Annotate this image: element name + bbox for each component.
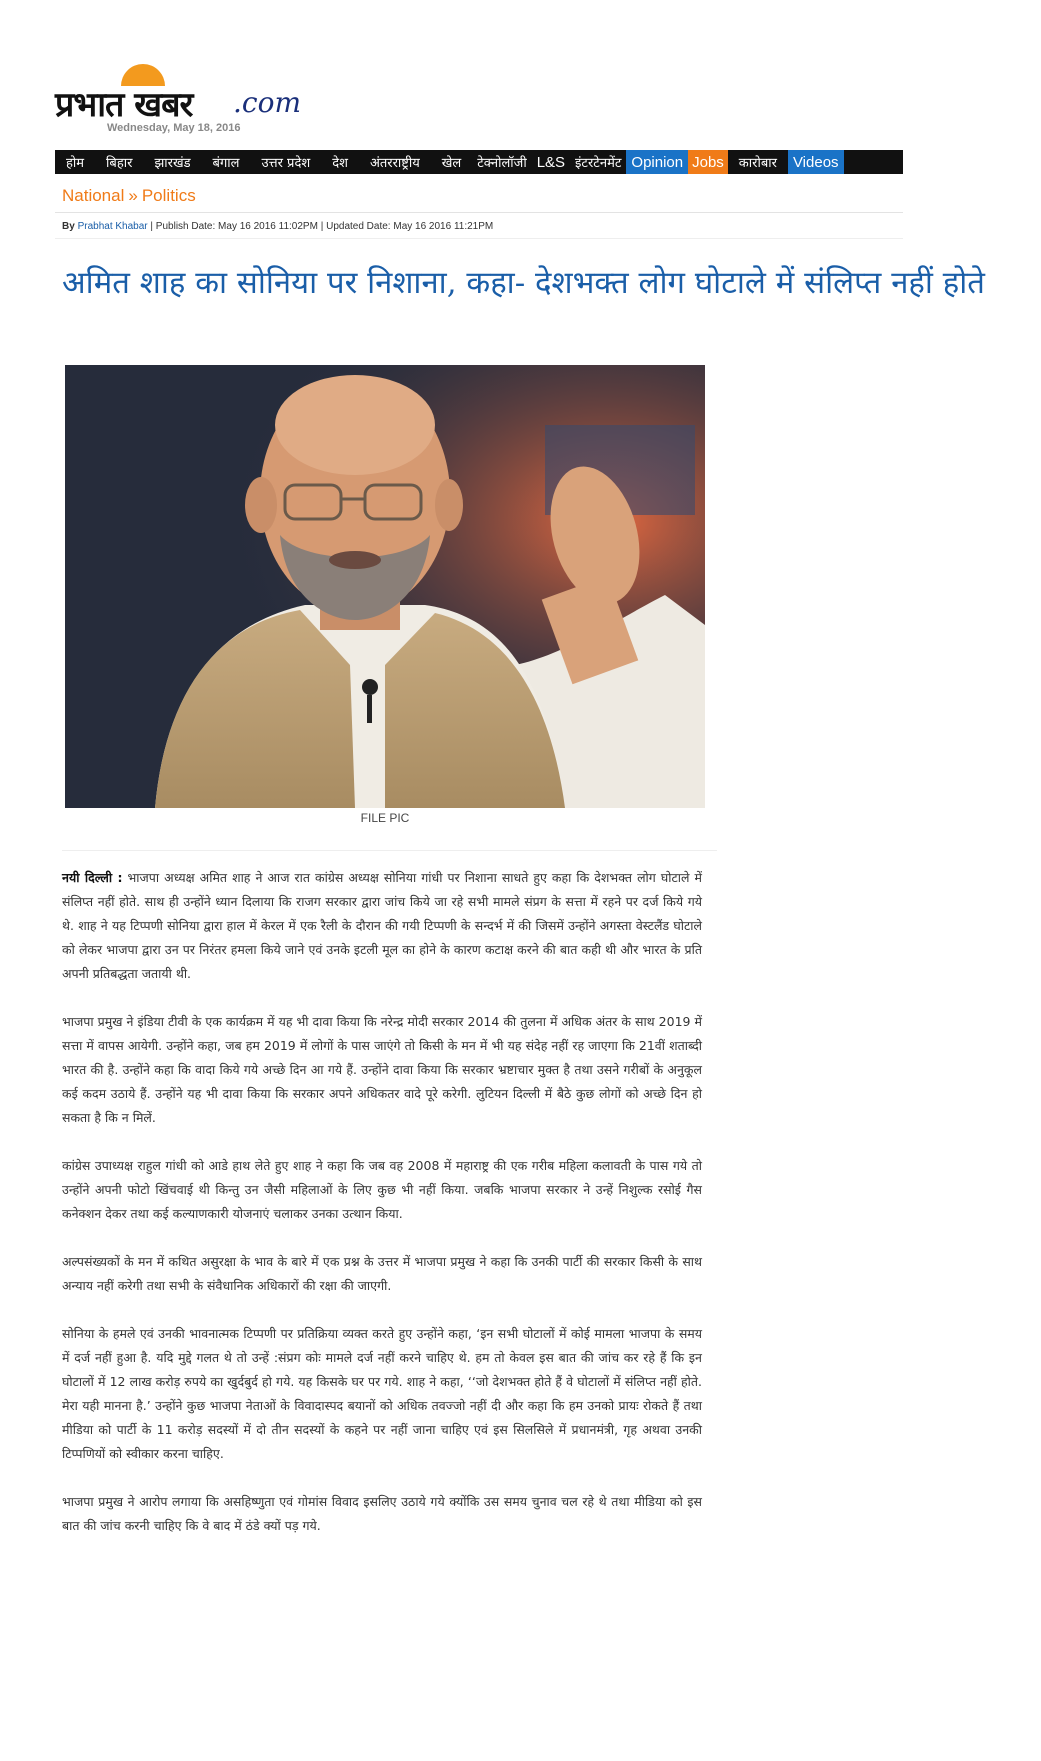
nav-item-uttar-pradesh[interactable]: उत्तर प्रदेश — [261, 156, 311, 171]
article-paragraph: कांग्रेस उपाध्यक्ष राहुल गांधी को आडे हाथ लेते हुए शाह ने कहा कि जब वह 2008 में महाराष्ट्र की एक गरीब महिला कलावती के पास गये तो उन्होंने अपनी फोटो खिंचवाई थी किन्तु उन जैसी महिलाओं के लिए कुछ भी नहीं किया. जबकि भाजपा सरकार ने उन्हें निशुल्क रसोई गैस कनेक्शन देकर तथा कई कल्याणकारी योजनाएं चलाकर उनका उत्थान किया. — [62, 1158, 702, 1221]
article-photo — [65, 365, 705, 808]
nav-item-entertainment[interactable]: इंटरटेनमेंट — [575, 156, 622, 171]
article-headline: अमित शाह का सोनिया पर निशाना, कहा- देशभक्त लोग घोटाले में संलिप्त नहीं होते — [62, 265, 985, 301]
publish-date: | Publish Date: May 16 2016 11:02PM — [150, 221, 318, 232]
nav-item-videos[interactable]: Videos — [788, 150, 844, 174]
nav-item-international[interactable]: अंतरराष्ट्रीय — [369, 156, 420, 171]
breadcrumb-separator: » — [128, 186, 138, 205]
nav-item-jobs[interactable]: Jobs — [688, 150, 728, 174]
logo-suffix: .com — [233, 86, 301, 119]
breadcrumb — [62, 186, 196, 206]
divider — [55, 212, 903, 213]
article-paragraph: अल्पसंख्यकों के मन में कथित असुरक्षा के भाव के बारे में एक प्रश्न के उत्तर में भाजपा प्रमुख ने कहा कि उनकी पार्टी की सरकार किसी के साथ अन्याय नहीं करेगी तथा सभी के संवैधानिक अधिकारों की रक्षा की जाएगी. — [62, 1254, 702, 1293]
byline-author[interactable]: Prabhat Khabar — [77, 221, 148, 232]
article-paragraph: भाजपा प्रमुख ने इंडिया टीवी के एक कार्यक्रम में यह भी दावा किया कि नरेन्द्र मोदी सरकार 2014 की तुलना में अधिक अंतर के साथ 2019 में सत्ता में वापस आयेगी. उन्होंने कहा, जब हम 2019 में लोगों के पास जाएंगे तो किसी के मन में भी यह संदेह नहीं रह जाएगा कि 21वीं शताब्दी भारत की है. उन्होंने कहा कि वादा किये गये अच्छे दिन आ गये हैं. उन्होंने दावा किया कि सरकार भ्रष्टाचार मुक्त है तथा उसने गरीबों के अनुकूल कई कदम उठाये हैं. उन्होंने यह भी दावा किया कि सरकार अपने अधिकतर वादे पूरे करेगी. लुटियन दिल्ली में बैठे कुछ लोगों को अच्छे दिन हो सकता है कि न मिलें. — [62, 1014, 702, 1125]
nav-item-home[interactable]: होम — [66, 156, 85, 171]
site-logo[interactable] — [55, 60, 315, 132]
dateline: नयी दिल्ली : — [62, 870, 123, 885]
article-body — [62, 866, 702, 1562]
article-paragraph: भाजपा प्रमुख ने आरोप लगाया कि असहिष्णुता एवं गोमांस विवाद इसलिए उठाये गये क्योंकि उस समय चुनाव चल रहे थे तथा मीडिया को इस बात की जांच करनी चाहिए कि वे बाद में ठंडे क्यों पड़ गये. — [62, 1494, 702, 1533]
header-date: Wednesday, May 18, 2016 — [107, 122, 241, 134]
byline-by: By — [62, 221, 75, 232]
divider — [62, 850, 717, 851]
breadcrumb-politics[interactable]: Politics — [141, 186, 196, 205]
nav-item-opinion[interactable]: Opinion — [626, 150, 688, 174]
byline — [62, 221, 493, 232]
paragraph-text: भाजपा अध्यक्ष अमित शाह ने आज रात कांग्रेस अध्यक्ष सोनिया गांधी पर निशाना साधते हुए कहा कि देशभक्त लोग घोटाले में संलिप्त नहीं होते. साथ ही उन्होंने ध्यान दिलाया कि राजग सरकार द्वारा जांच किये जा रहे सभी मामले संप्रग के सत्ता में रहने पर दर्ज किये गये थे. शाह ने यह टिप्पणी सोनिया द्वारा हाल में केरल में एक रैली के दौरान की गयी टिप्पणी के सन्दर्भ में की जिसमें उन्होंने अगस्ता वेस्टलैंड घोटाले को लेकर भाजपा द्वारा उन पर निरंतर हमला किये जाने एवं उनके इटली मूल का होने के कारण कटाक्ष करने की बात कही थी और भारत के प्रति अपनी प्रतिबद्धता जतायी थी. — [62, 870, 702, 981]
nav-item-business[interactable]: कारोबार — [738, 156, 777, 171]
article-paragraph — [62, 866, 702, 986]
portrait-illustration — [65, 365, 705, 808]
article-paragraph: सोनिया के हमले एवं उनकी भावनात्मक टिप्पणी पर प्रतिक्रिया व्यक्त करते हुए उन्होंने कहा, ‘इन सभी घोटालों में कोई मामला भाजपा के समय में दर्ज नहीं हुआ है. यदि मुद्दे गलत थे तो उन्हें :संप्रग कोः मामले दर्ज नहीं करने चाहिए थे. हम तो केवल इस बात की जांच कर रहे हैं कि इन घोटालों में 12 लाख करोड़ रुपये का खुर्दबुर्द हो गये. यह किसके घर पर गये. शाह ने कहा, ‘‘जो देशभक्त होते हैं वे घोटालों में संलिप्त नहीं होते. मेरा यही मानना है.’ उन्होंने कुछ भाजपा नेताओं के विवादास्पद बयानों को अधिक तवज्जो नहीं दी और कहा कि हम उनको प्रायः रोकते हैं तथा मीडिया को पार्टी के 11 करोड़ सदस्यों में दो तीन सदस्यों के कहने पर नहीं जाना चाहिए एवं इस सिलसिले में प्रधानमंत्री, गृह अथवा उनकी टिप्पणियों को स्वीकार करना चाहिए. — [62, 1326, 702, 1461]
nav-item-bengal[interactable]: बंगाल — [212, 156, 240, 171]
divider — [55, 238, 903, 239]
nav-item-jharkhand[interactable]: झारखंड — [154, 156, 191, 171]
main-nav — [55, 150, 903, 174]
logo-text: प्रभात खबर — [55, 85, 193, 125]
nav-item-technology[interactable]: टेक्नोलॉजी — [477, 156, 527, 171]
nav-item-lifestyle[interactable]: L&S — [536, 153, 566, 171]
nav-item-bihar[interactable]: बिहार — [106, 156, 133, 171]
nav-item-sports[interactable]: खेल — [441, 156, 462, 171]
photo-caption: FILE PIC — [360, 811, 410, 825]
updated-date: | Updated Date: May 16 2016 11:21PM — [320, 221, 494, 232]
breadcrumb-national[interactable]: National — [62, 186, 125, 205]
nav-item-desh[interactable]: देश — [332, 156, 348, 171]
